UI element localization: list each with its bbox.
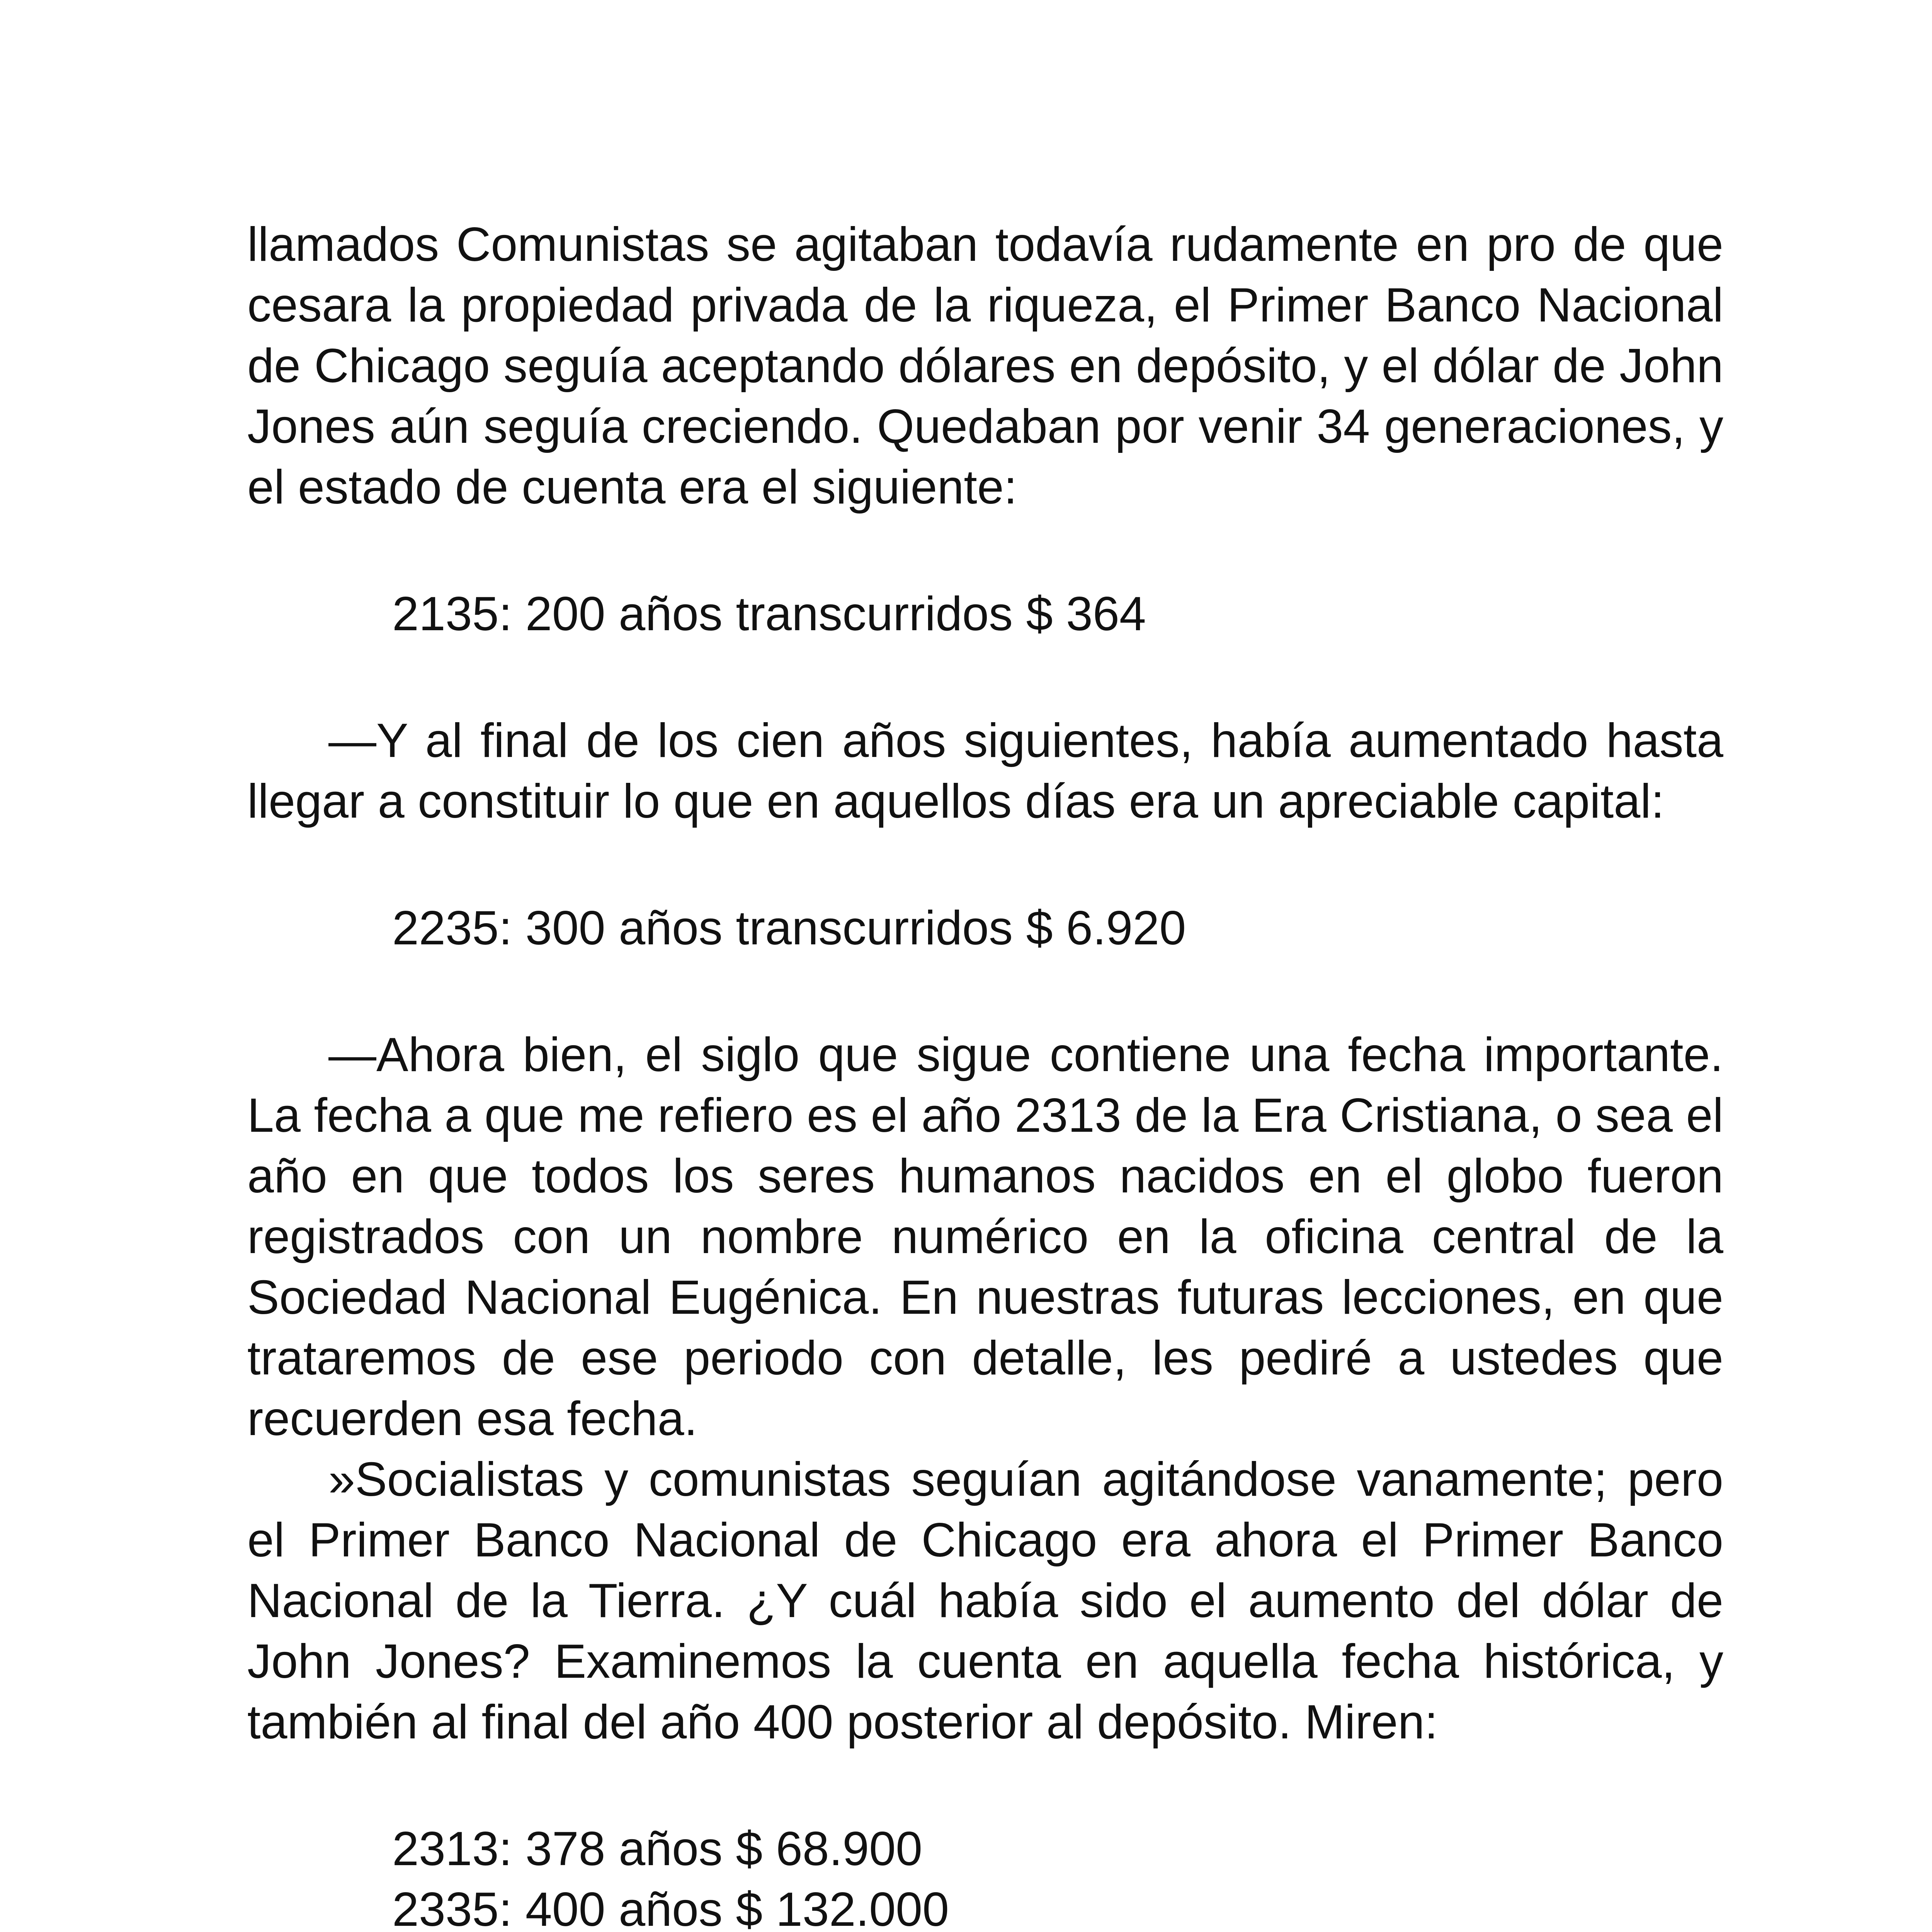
spacer [247, 645, 1723, 711]
paragraph-important-date: —Ahora bien, el siglo que sigue contiene una fecha importante. La fecha a que me refiero es el año 2313 de la Era Cristiana, o sea el año en que todos los seres humanos nacidos en el globo fueron registrados con un nombre numérico en la oficina central de la Sociedad Nacional Eugénica. En nuestras futuras lecciones, en que trataremos de ese periodo con detalle, les pediré a ustedes que recuerden esa fecha. [247, 1028, 1723, 1446]
paragraph-socialists: »Socialistas y comunistas seguían agitándose vanamente; pero el Primer Banco Nacional de Chicago era ahora el Primer Banco Nacional de la Tierra. ¿Y cuál había sido el aumento del dólar de John Jones? Examinemos la cuenta en aquella fecha histórica, y también al final del año 400 posterior al depósito. Miren: [247, 1453, 1723, 1749]
spacer [247, 1753, 1723, 1819]
account-entry-2135: 2135: 200 años transcurridos $ 364 [392, 587, 1146, 641]
paragraph-hundred-years: —Y al final de los cien años siguientes, había aumentado hasta llegar a constituir lo que en aquellos días era un apreciable capital: [247, 714, 1723, 828]
account-entry-2335: 2335: 400 años $ 132.000 [392, 1883, 949, 1932]
paragraph-communists: llamados Comunistas se agitaban todavía rudamente en pro de que cesara la propiedad privada de la riqueza, el Primer Banco Nacional de Chicago seguía aceptando dólares en depósito, y el dólar de John Jones aún seguía creciendo. Quedaban por venir 34 generaciones, y el estado de cuenta era el siguiente: [247, 218, 1723, 514]
spacer [247, 959, 1723, 1025]
spacer [247, 518, 1723, 584]
account-entry-2313: 2313: 378 años $ 68.900 [392, 1822, 923, 1876]
spacer [247, 832, 1723, 898]
account-entry-2235: 2235: 300 años transcurridos $ 6.920 [392, 901, 1186, 955]
text-column [247, 214, 1723, 1932]
